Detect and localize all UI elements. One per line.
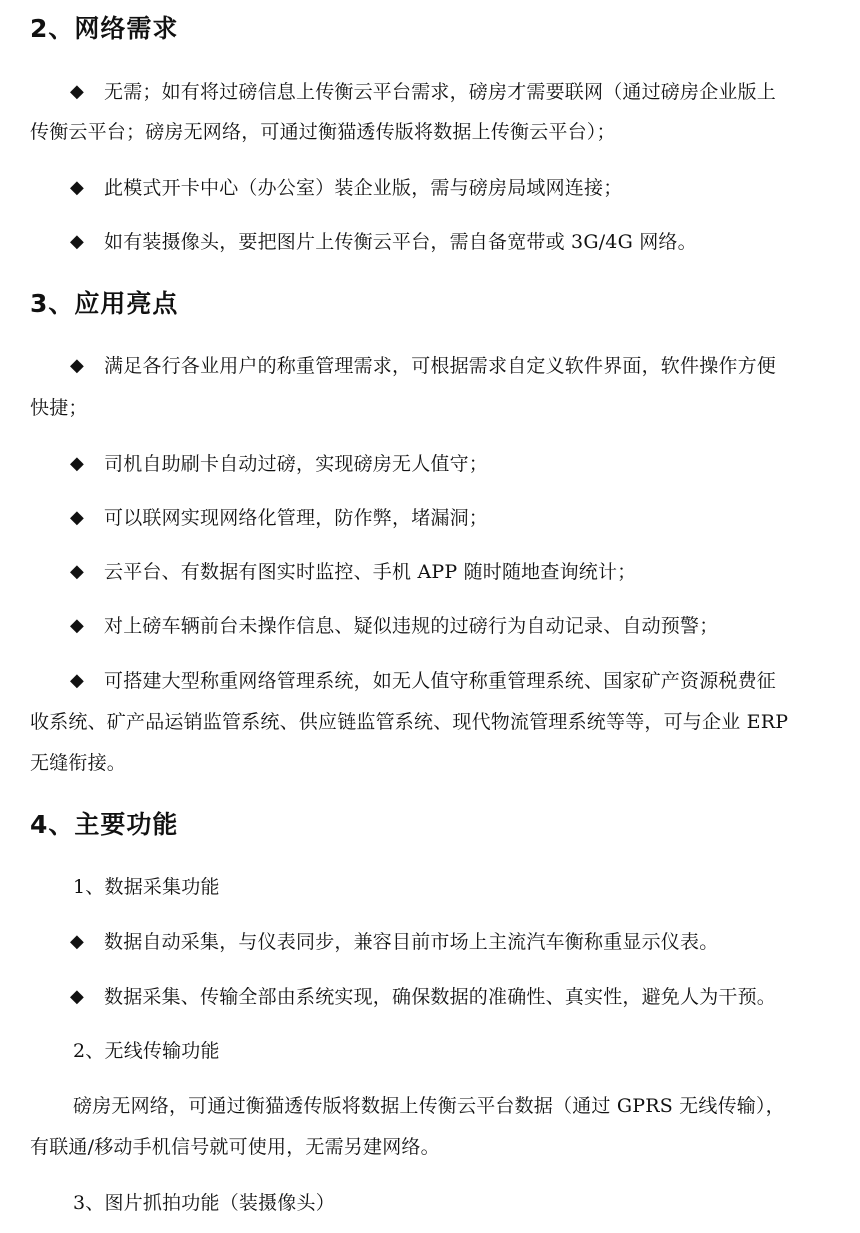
section-2-heading: 2、网络需求 [30,14,179,43]
section-2-item-1-line-1: 无需；如有将过磅信息上传衡云平台需求，磅房才需要联网（通过磅房企业版上 [104,81,777,103]
diamond-bullet-icon: ◆ [70,986,84,1007]
section-2-item-2: 此模式开卡中心（办公室）装企业版，需与磅房局域网连接； [104,177,623,199]
diamond-bullet-icon: ◆ [70,231,84,252]
section-4-heading: 4、主要功能 [30,810,179,839]
diamond-bullet-icon: ◆ [70,670,84,691]
section-2-item-3: 如有装摄像头，要把图片上传衡云平台，需自备宽带或 3G/4G 网络。 [104,231,697,253]
section-3-item-6-line-1: 可搭建大型称重网络管理系统，如无人值守称重管理系统、国家矿产资源税费征 [104,670,777,692]
section-3-item-1-line-2: 快捷； [30,397,88,419]
section-3-item-3: 可以联网实现网络化管理，防作弊，堵漏洞； [104,507,489,529]
subsection-1-title: 1、数据采集功能 [73,876,220,898]
subsection-1-item-1: 数据自动采集，与仪表同步，兼容目前市场上主流汽车衡称重显示仪表。 [104,931,719,953]
section-3-item-6-line-3: 无缝衔接。 [30,752,127,774]
diamond-bullet-icon: ◆ [70,177,84,198]
subsection-1-item-2: 数据采集、传输全部由系统实现，确保数据的准确性、真实性，避免人为干预。 [104,986,777,1008]
section-3-item-1-line-1: 满足各行各业用户的称重管理需求，可根据需求自定义软件界面，软件操作方便 [104,355,777,377]
subsection-3-title: 3、图片抓拍功能（装摄像头） [73,1192,335,1214]
diamond-bullet-icon: ◆ [70,931,84,952]
diamond-bullet-icon: ◆ [70,355,84,376]
diamond-bullet-icon: ◆ [70,561,84,582]
diamond-bullet-icon: ◆ [70,615,84,636]
diamond-bullet-icon: ◆ [70,81,84,102]
section-3-item-2: 司机自助刷卡自动过磅，实现磅房无人值守； [104,453,489,475]
diamond-bullet-icon: ◆ [70,453,84,474]
section-3-item-6-line-2: 收系统、矿产品运销监管系统、供应链监管系统、现代物流管理系统等等，可与企业 ERP [30,711,789,733]
section-3-item-4: 云平台、有数据有图实时监控、手机 APP 随时随地查询统计； [104,561,637,583]
subsection-2-title: 2、无线传输功能 [73,1040,220,1062]
section-2-item-1-line-2: 传衡云平台；磅房无网络，可通过衡猫透传版将数据上传衡云平台）； [30,121,616,143]
subsection-2-paragraph-line-1: 磅房无网络，可通过衡猫透传版将数据上传衡云平台数据（通过 GPRS 无线传输）， [73,1095,785,1117]
section-3-heading: 3、应用亮点 [30,289,179,318]
subsection-2-paragraph-line-2: 有联通/移动手机信号就可使用，无需另建网络。 [30,1136,440,1158]
diamond-bullet-icon: ◆ [70,507,84,528]
section-3-item-5: 对上磅车辆前台未操作信息、疑似违规的过磅行为自动记录、自动预警； [104,615,719,637]
